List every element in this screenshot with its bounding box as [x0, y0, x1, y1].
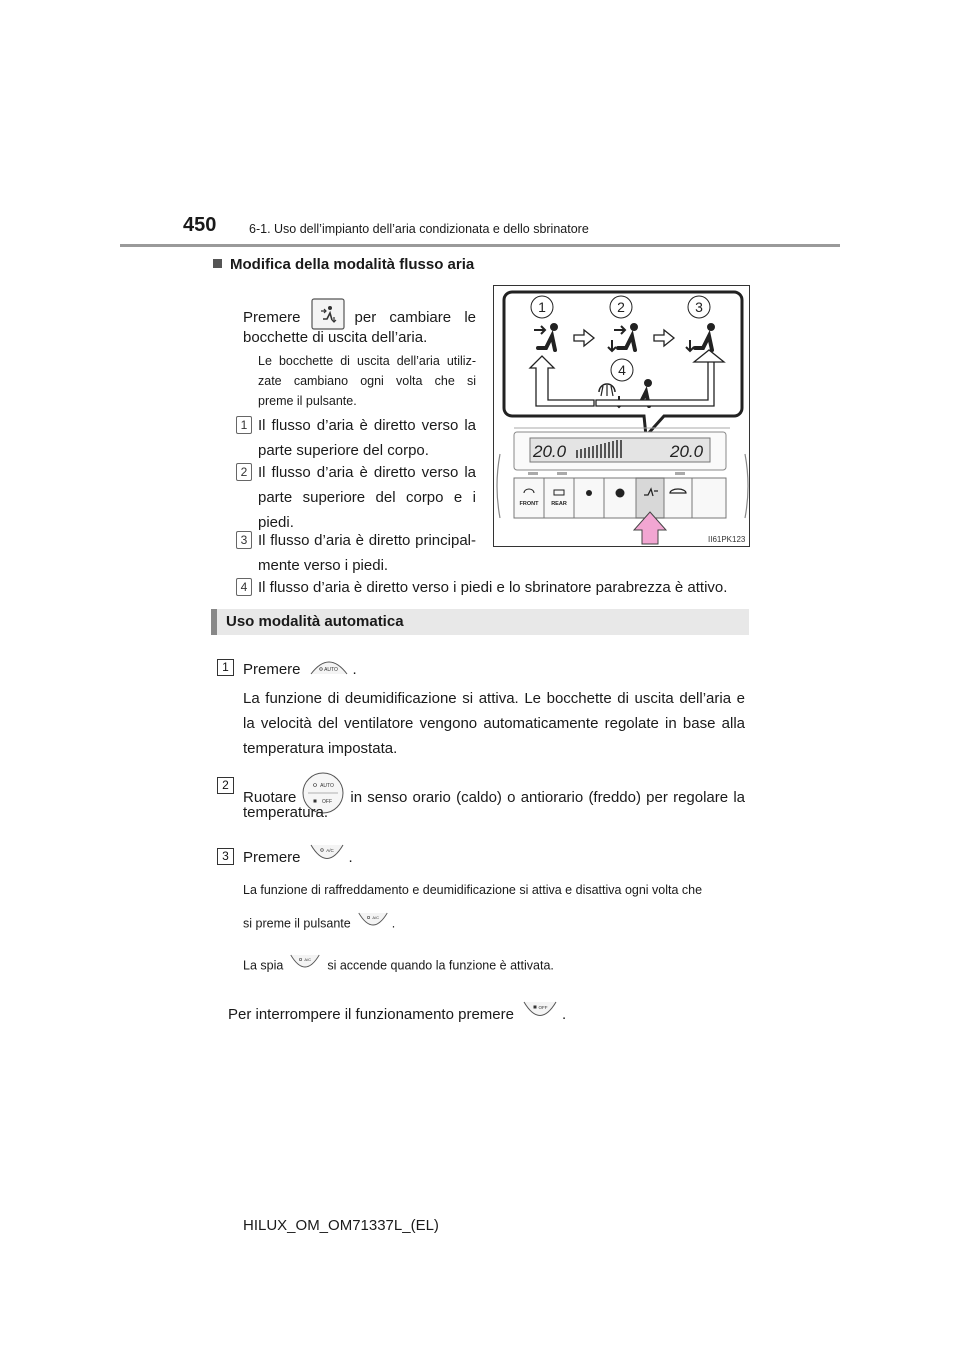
step-1-description: La funzione di deumidificazione si attiva. Le bocchette di uscita dell’aria e la velocità del ventilatore vengono automaticamente regolate in base alla temperatura impostata. [243, 690, 745, 757]
step-1-instruction: Premere AUTO . [243, 654, 357, 686]
svg-text:1: 1 [538, 299, 546, 315]
airflow-note: Le bocchette di uscita dell’aria utiliz- zate cambiano ogni volta che si preme il pulsante. [258, 354, 476, 408]
svg-text:OFF: OFF [538, 1005, 548, 1010]
airflow-intro: Premere per cambiare le [243, 298, 476, 338]
callout-1 [531, 296, 553, 318]
section-header: 6-1. Uso dell’impianto dell’aria condizionata e dello sbrinatore [249, 222, 589, 236]
airflow-heading: Modifica della modalità flusso aria [213, 256, 474, 273]
control-panel [497, 428, 748, 518]
item-number-3: 3 [236, 531, 252, 549]
item-3-text: Il flusso d’aria è diretto principal- mente verso i piedi. [258, 532, 476, 574]
ac-button-icon [357, 910, 389, 938]
airflow-intro-line2: bocchette di uscita dell’aria. [243, 329, 428, 346]
figure-code: II61PK123 [708, 535, 746, 544]
step-3-note-1: La funzione di raffreddamento e deumidificazione si attiva e disattiva ogni volta che [243, 883, 703, 897]
stop-instruction: Per interrompere il funzionamento premere OFF . [228, 999, 566, 1031]
svg-text:20.0: 20.0 [670, 442, 704, 461]
auto-mode-heading: Uso modalità automatica [211, 609, 749, 635]
step-number-2: 2 [217, 777, 234, 794]
svg-text:FRONT: FRONT [519, 501, 539, 507]
callout-2 [610, 296, 632, 318]
ac-indicator-icon [289, 952, 321, 980]
square-bullet-icon [213, 259, 222, 268]
callout-3 [688, 296, 710, 318]
step-3-note-1-line2: si preme il pulsante A/C . [243, 910, 395, 938]
auto-button-icon [309, 654, 349, 686]
svg-text:2: 2 [617, 299, 625, 315]
svg-text:A/C: A/C [372, 915, 379, 921]
off-button-icon [522, 999, 558, 1031]
step-number-1: 1 [217, 659, 234, 676]
item-2-text: Il flusso d’aria è diretto verso la parte superiore del corpo e i piedi. [258, 464, 476, 531]
header-rule [120, 244, 840, 247]
ac-button-icon [309, 842, 345, 874]
item-4-text: Il flusso d’aria è diretto verso i piedi e lo sbrinatore parabrezza è attivo. [258, 579, 728, 596]
svg-text:A/C: A/C [325, 848, 334, 853]
svg-text:AUTO: AUTO [320, 783, 335, 789]
step-2-instruction: Ruotare AUTO OFF in senso orario (caldo) o antiorario (freddo) per regolare la [243, 772, 745, 822]
item-1-text: Il flusso d’aria è diretto verso la parte superiore del corpo. [258, 417, 476, 459]
svg-text:20.0: 20.0 [533, 442, 567, 461]
svg-text:OFF: OFF [322, 799, 333, 805]
step-2-line2: temperatura. [243, 804, 329, 821]
step-number-3: 3 [217, 848, 234, 865]
footer-doc-code: HILUX_OM_OM71337L_(EL) [243, 1217, 439, 1234]
step-3-instruction: Premere A/C . [243, 842, 353, 874]
step-3-note-2: La spia A/C si accende quando la funzione è attivata. [243, 952, 554, 980]
callout-4 [611, 359, 633, 381]
svg-text:3: 3 [695, 299, 703, 315]
item-number-1: 1 [236, 416, 252, 434]
svg-text:4: 4 [618, 362, 626, 378]
item-number-2: 2 [236, 463, 252, 481]
svg-text:REAR: REAR [551, 501, 567, 507]
svg-text:AUTO: AUTO [323, 667, 338, 673]
page-number: 450 [183, 214, 217, 236]
svg-text:A/C: A/C [304, 957, 312, 963]
item-number-4: 4 [236, 578, 252, 596]
airflow-illustration [493, 285, 750, 547]
